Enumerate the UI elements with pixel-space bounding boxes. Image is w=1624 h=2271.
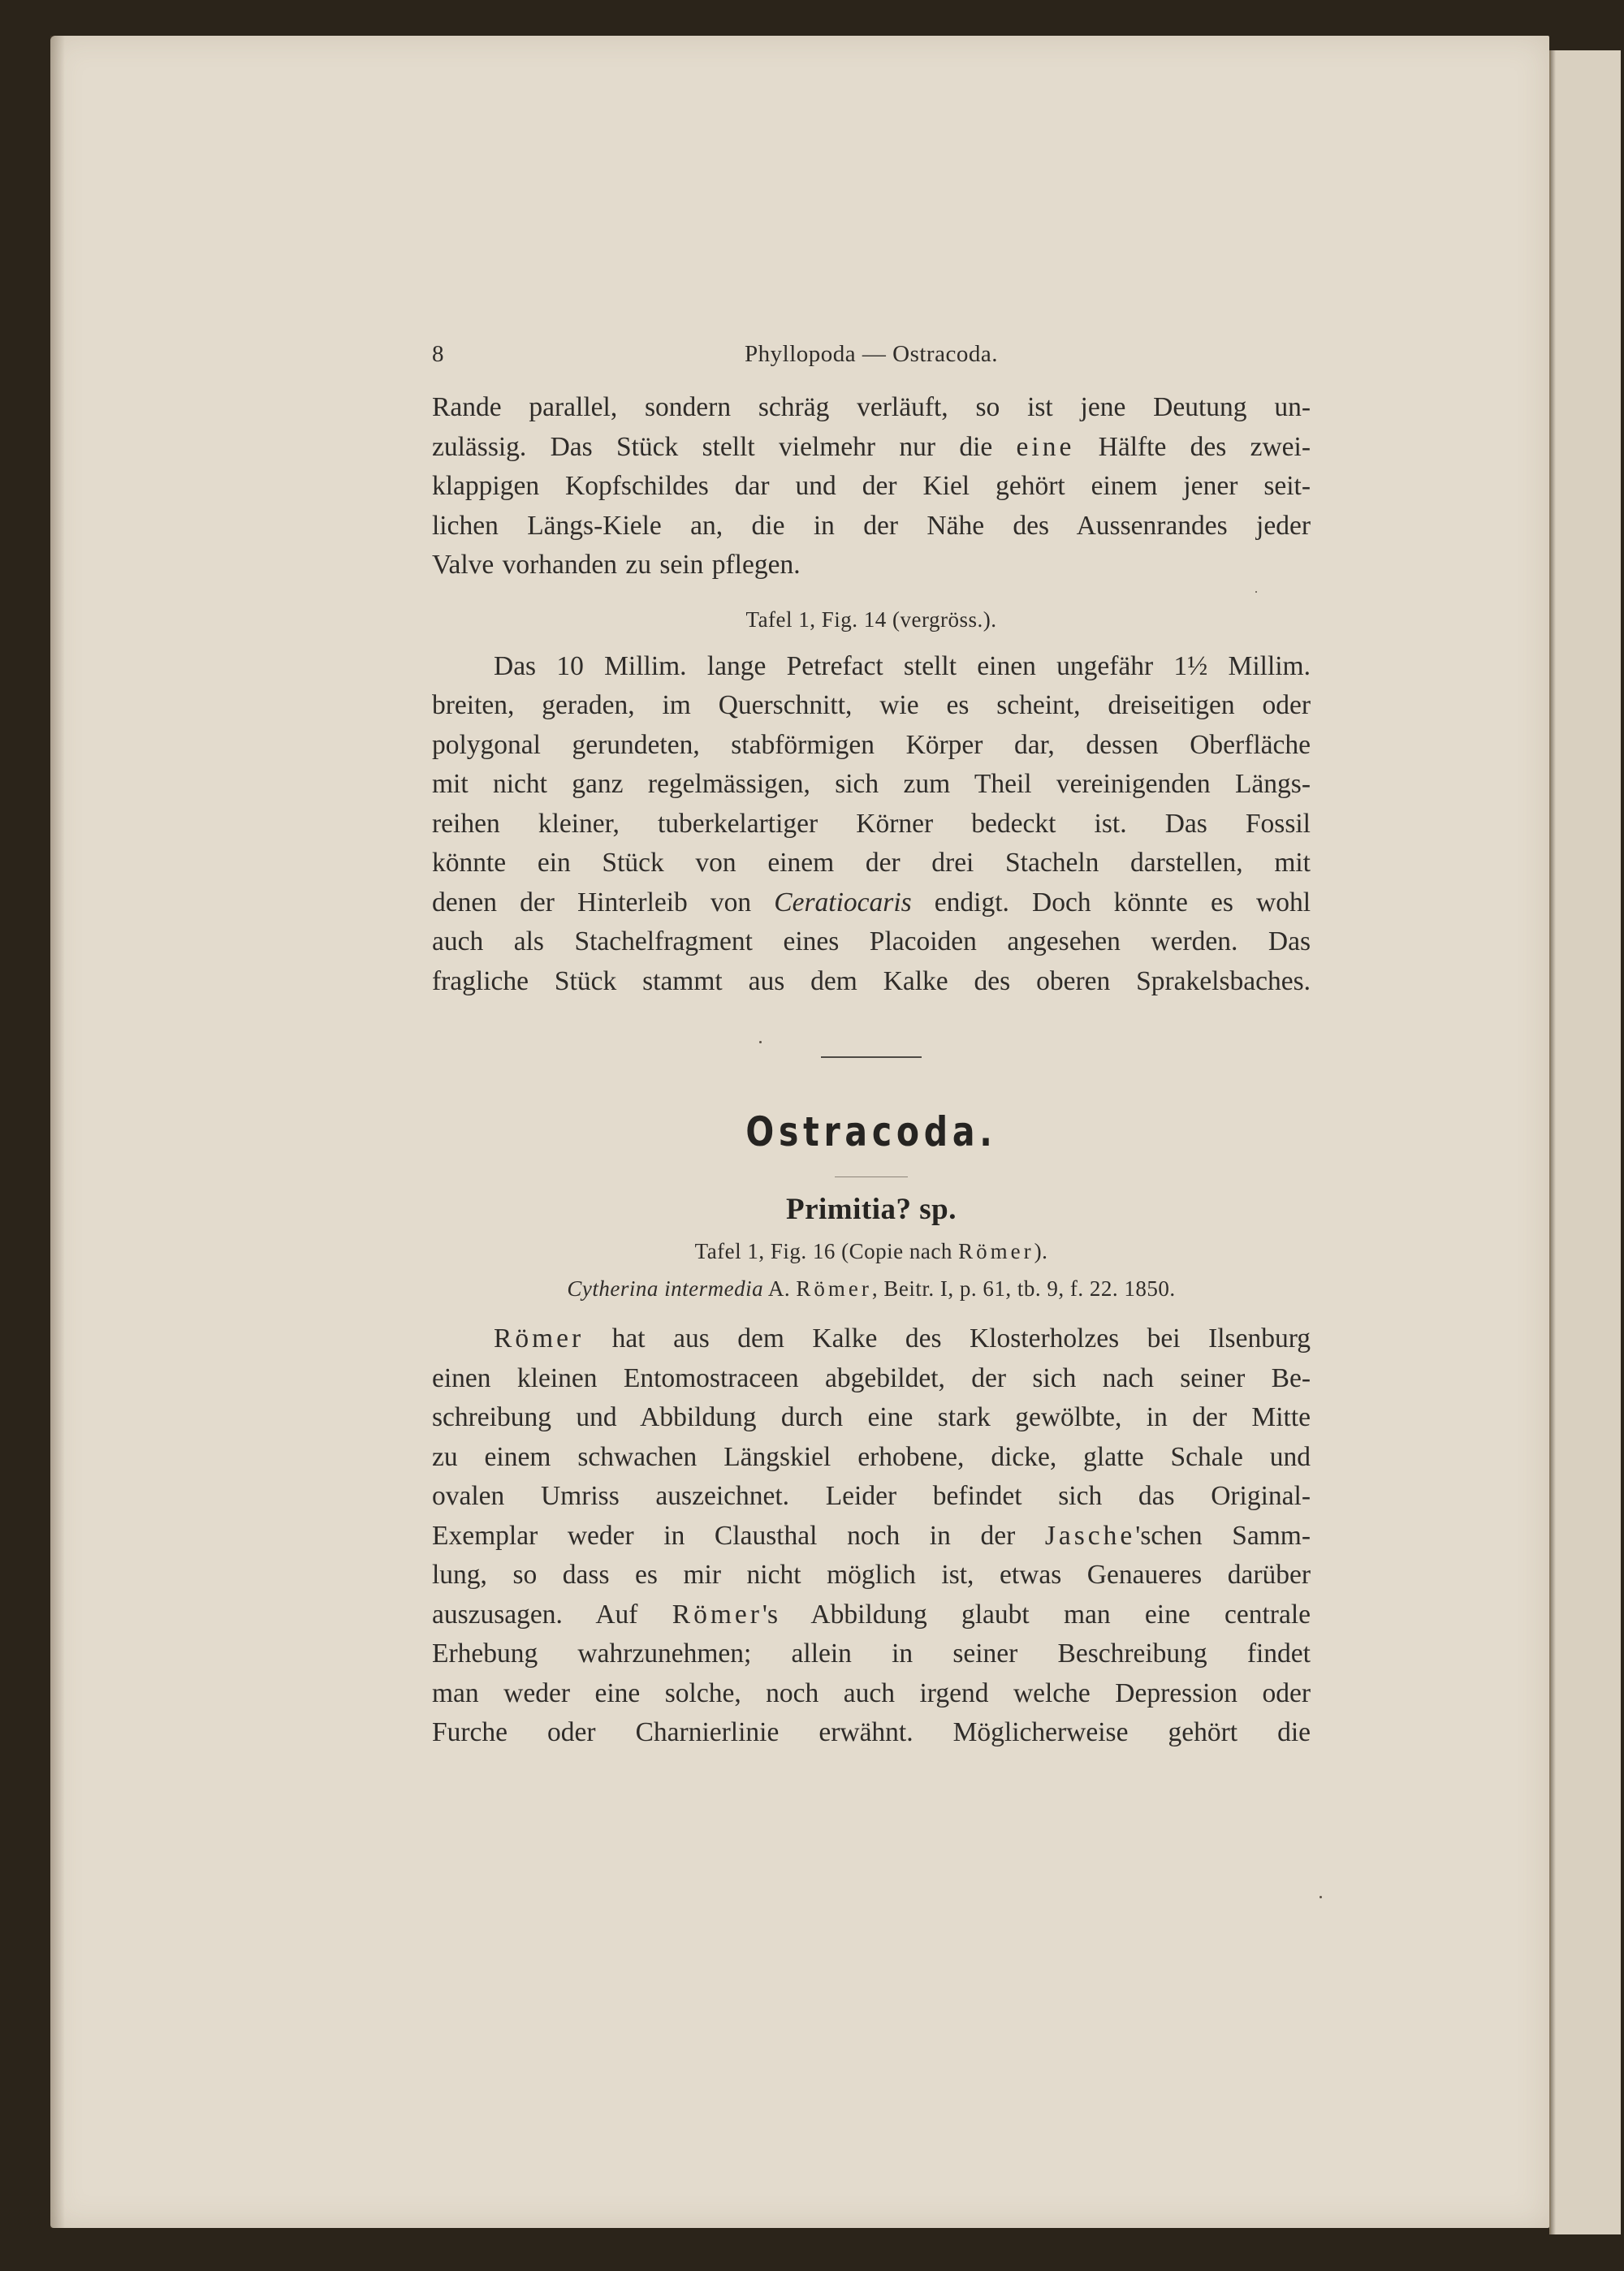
text-segment: endigt. Doch könnte es wohl xyxy=(911,887,1311,917)
author-name: Römer xyxy=(796,1276,872,1301)
text-line xyxy=(432,1517,1311,1556)
section-title: Ostracoda. xyxy=(745,1108,997,1155)
section-divider xyxy=(821,1056,922,1058)
text-line: Erhebung wahrzunehmen; allein in seiner Beschreibung findet xyxy=(432,1638,1311,1669)
text-line: einen kleinen Entomostraceen abgebildet, der sich nach seiner Be- xyxy=(432,1362,1311,1393)
paragraph-1 xyxy=(432,388,1311,585)
text-line xyxy=(432,1319,1311,1359)
text-line: Valve vorhanden zu sein pflegen. xyxy=(432,550,801,580)
genus-name: Ceratiocaris xyxy=(774,887,912,917)
text-line: könnte ein Stück von einem der drei Stacheln darstellen, mit xyxy=(432,848,1311,878)
text-segment: denen der Hinterleib von xyxy=(432,887,775,917)
paragraph-2 xyxy=(432,647,1311,1002)
page-text xyxy=(432,341,1311,1753)
text-segment: auszusagen. Auf xyxy=(432,1599,672,1630)
text-line: schreibung und Abbildung durch eine stark gewölbte, in der Mitte xyxy=(432,1402,1311,1432)
author-name: Römer xyxy=(958,1239,1034,1263)
text-line: man weder eine solche, noch auch irgend welche Depression oder xyxy=(432,1677,1311,1708)
synonym-name: Cytherina intermedia xyxy=(567,1276,764,1301)
text-segment: A. xyxy=(763,1276,797,1301)
paragraph-3 xyxy=(432,1319,1311,1753)
page-gutter-shadow xyxy=(50,36,65,2228)
text-line: polygonal gerundeten, stabförmigen Körper dar, dessen Oberfläche xyxy=(432,729,1311,760)
text-line: breiten, geraden, im Querschnitt, wie es scheint, dreiseitigen oder xyxy=(432,690,1311,720)
text-line: Das 10 Millim. lange Petrefact stellt einen ungefähr 1½ Millim. xyxy=(494,650,1311,681)
species-title: Primitia? sp. xyxy=(786,1193,957,1226)
text-line: lung, so dass es mir nicht möglich ist, etwas Genaueres darüber xyxy=(432,1560,1311,1590)
text-segment: ). xyxy=(1034,1239,1048,1263)
text-line xyxy=(432,1595,1311,1635)
adjacent-page-edge xyxy=(1549,50,1621,2234)
text-segment: 'schen Samm- xyxy=(1135,1520,1311,1551)
page-header xyxy=(432,341,1311,378)
text-segment: 's Abbildung glaubt man eine centrale xyxy=(762,1599,1311,1630)
text-segment: hat aus dem Kalke des Klosterholzes bei Ilsenburg xyxy=(584,1323,1311,1354)
dust-speck xyxy=(1320,1896,1322,1898)
text-line: reihen kleiner, tuberkelartiger Körner bedeckt ist. Das Fossil xyxy=(432,808,1311,839)
text-line: mit nicht ganz regelmässigen, sich zum Theil vereinigenden Längs- xyxy=(432,769,1311,799)
text-segment: , Beitr. I, p. 61, tb. 9, f. 22. 1850. xyxy=(871,1276,1176,1301)
text-line: Rande parallel, sondern schräg verläuft, so ist jene Deutung un- xyxy=(432,392,1311,422)
text-segment: Tafel 1, Fig. 16 (Copie nach xyxy=(694,1239,959,1263)
text-line: Furche oder Charnierlinie erwähnt. Möglicherweise gehört die xyxy=(432,1717,1311,1747)
text-line: lichen Längs-Kiele an, die in der Nähe des Aussenrandes jeder xyxy=(432,510,1311,541)
author-name: Römer xyxy=(672,1599,762,1630)
author-name: Römer xyxy=(494,1323,585,1354)
synonym-reference xyxy=(432,1272,1311,1305)
text-line: fragliche Stück stammt aus dem Kalke des oberen Sprakelsbaches. xyxy=(432,965,1311,996)
text-segment: Exemplar weder in Clausthal noch in der xyxy=(432,1520,1045,1551)
text-line: ovalen Umriss auszeichnet. Leider befindet sich das Original- xyxy=(432,1481,1311,1511)
figure-caption-2 xyxy=(432,1235,1311,1267)
emphasized-word: eine xyxy=(1016,431,1075,462)
text-line: zulässig. Das Stück stellt vielmehr nur die eine Hälfte des zwei- xyxy=(432,431,1311,462)
text-line: zu einem schwachen Längskiel erhobene, dicke, glatte Schale und xyxy=(432,1441,1311,1472)
running-title: Phyllopoda — Ostracoda. xyxy=(745,341,998,367)
figure-caption-1: Tafel 1, Fig. 14 (vergröss.). xyxy=(745,607,997,632)
page-number: 8 xyxy=(432,341,444,367)
text-line: klappigen Kopfschildes dar und der Kiel gehört einem jener seit- xyxy=(432,471,1311,501)
text-line: auch als Stachelfragment eines Placoiden angesehen werden. Das xyxy=(432,926,1311,956)
text-line xyxy=(432,883,1311,923)
person-name: Jasche xyxy=(1044,1520,1136,1551)
